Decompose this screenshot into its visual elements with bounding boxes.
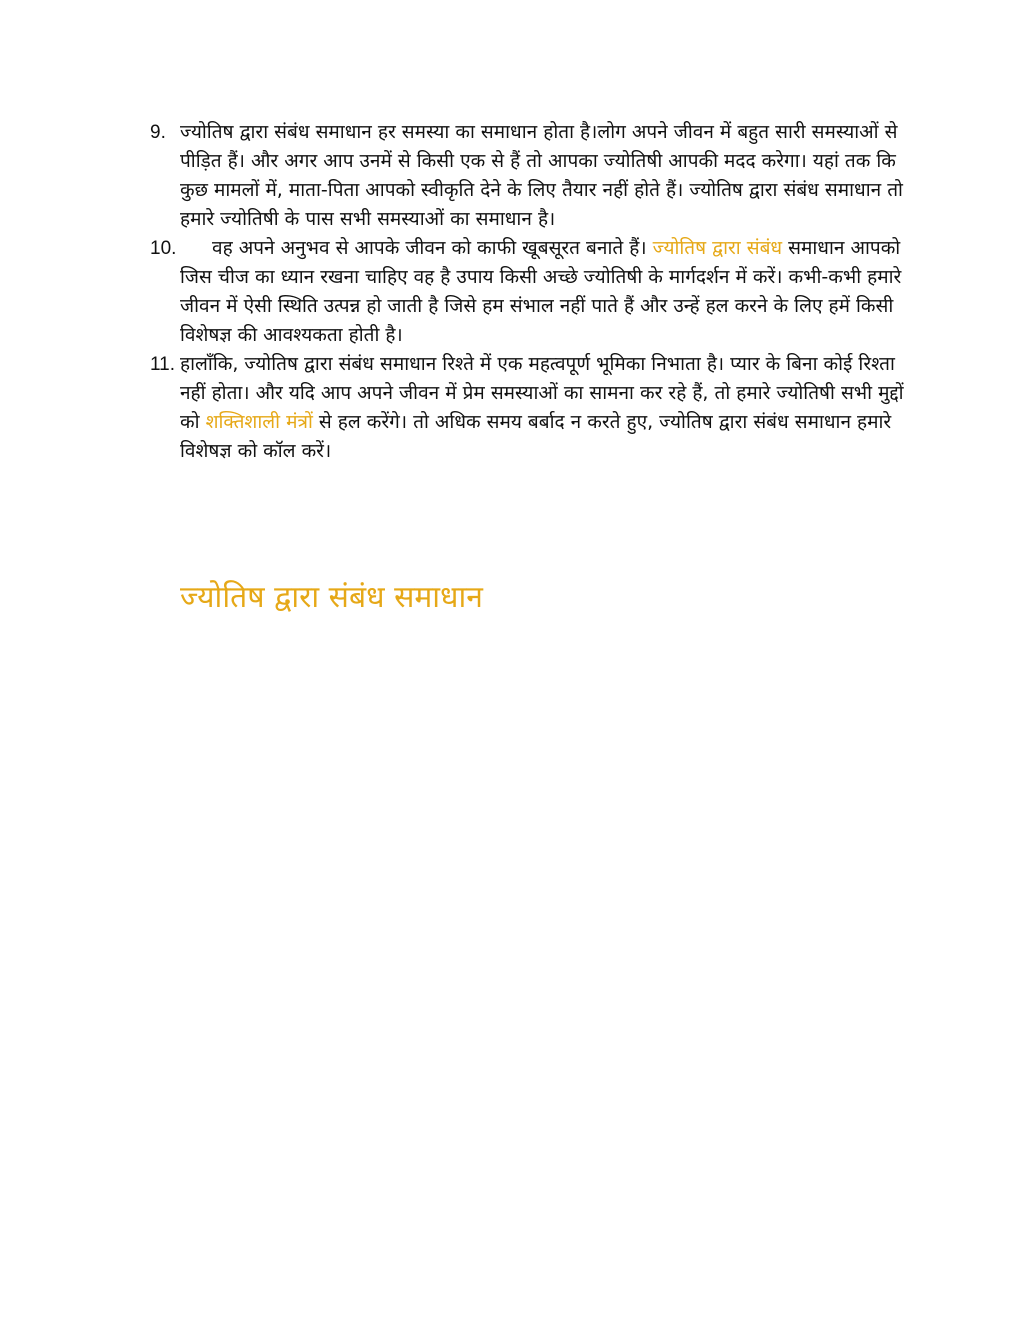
list-item-number: 11. bbox=[150, 354, 176, 375]
list-item-number: 10. bbox=[150, 238, 177, 259]
numbered-list bbox=[140, 118, 910, 466]
list-item bbox=[140, 118, 910, 234]
list-item-text-continued: समाधान आपको जिस चीज का ध्यान रखना चाहिए वह है उपाय किसी अच्छे ज्योतिषी के मार्गदर्शन में करें। कभी-कभी हमारे जीवन में ऐसी स्थिति उत्पन्न हो जाती है जिसे हम संभाल नहीं पाते हैं और उन्हें हल करने के लिए हमें किसी विशेषज्ञ की आवश्यकता होती है। bbox=[180, 237, 902, 346]
section-heading: ज्योतिष द्वारा संबंध समाधान bbox=[180, 580, 483, 615]
astrology-relationship-link[interactable]: ज्योतिष द्वारा संबंध bbox=[652, 237, 783, 259]
list-item bbox=[140, 234, 910, 350]
list-item-text-continued: से हल करेंगे। तो अधिक समय बर्बाद न करते हुए, ज्योतिष द्वारा संबंध समाधान हमारे विशेषज्ञ को कॉल करें। bbox=[180, 411, 892, 462]
list-item-text: ज्योतिष द्वारा संबंध समाधान हर समस्या का समाधान होता है।लोग अपने जीवन में बहुत सारी समस्याओं से पीड़ित हैं। और अगर आप उनमें से किसी एक से हैं तो आपका ज्योतिषी आपकी मदद करेगा। यहां तक कि कुछ मामलों में, माता-पिता आपको स्वीकृति देने के लिए तैयार नहीं होते हैं। ज्योतिष द्वारा संबंध समाधान तो हमारे ज्योतिषी के पास सभी समस्याओं का समाधान है। bbox=[180, 121, 903, 230]
list-item-text: वह अपने अनुभव से आपके जीवन को काफी खूबसूरत बनाते हैं। bbox=[212, 237, 653, 259]
powerful-mantras-link[interactable]: शक्तिशाली मंत्रों bbox=[205, 411, 313, 433]
list-item-number: 9. bbox=[150, 122, 166, 143]
list-item bbox=[140, 350, 910, 466]
list-item-text: हालाँकि, ज्योतिष द्वारा संबंध समाधान रिश्ते में एक महत्वपूर्ण भूमिका निभाता है। प्यार के बिना कोई रिश्ता नहीं होता। और यदि आप अपने जीवन में प्रेम समस्याओं का सामना कर रहे हैं, तो हमारे ज्योतिषी सभी मुद्दों को bbox=[180, 353, 904, 433]
